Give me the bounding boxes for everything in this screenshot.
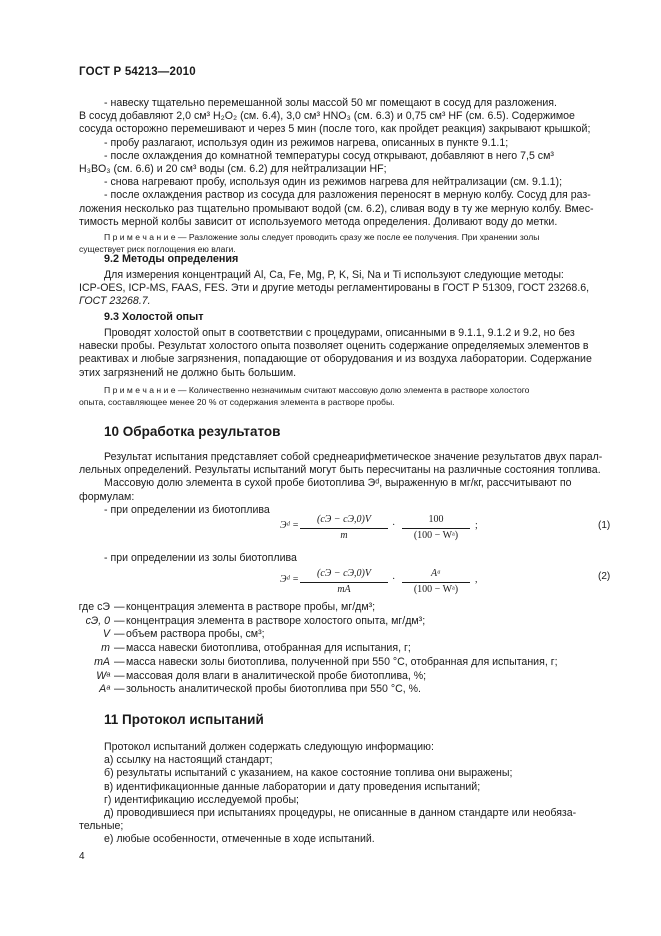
note-2 [79,384,615,408]
text-line: Протокол испытаний должен содержать следующую информацию: [104,741,434,753]
fraction-bar [300,582,388,583]
formula-lhs: Эᵈ = [280,520,299,531]
symbol-definitions [52,601,558,697]
section-9-2-title: 9.2 Методы определения [104,253,239,265]
list-item: в) идентификационные данные лаборатории и дату проведения испытаний; [104,780,481,793]
definition-row [52,656,558,670]
definition-row [52,670,558,684]
text-line: этих загрязнений не должно быть большим. [79,366,297,379]
fraction-bar [402,528,470,529]
page-number: 4 [79,851,85,862]
formula-lhs: Эᵈ = [280,574,299,585]
list-item: е) любые особенности, отмеченные в ходе испытаний. [104,833,375,846]
multiply-dot: · [392,574,396,585]
definition-text: массовая доля влаги в аналитической пробе биотоплива, %; [126,669,427,682]
section-9-3-body [79,327,615,380]
text-line: лельных определений. Результаты испытаний могут быть пересчитаны на различные состояния топлива. [79,464,601,477]
dash: — [114,614,125,627]
definition-symbol: Wᵃ [96,669,110,682]
formula-numerator: (cЭ − cЭ,0)V [317,568,371,579]
definition-text: объем раствора пробы, см³; [126,628,265,641]
formula-numerator: Aᵃ [430,568,442,579]
list-item: д) проводившиеся при испытаниях процедуры, не описанные в данном стандарте или необяза- [104,807,577,820]
formula-denominator: (100 − Wᵃ) [413,584,459,595]
section-9-3-title: 9.3 Холостой опыт [104,311,204,323]
note-1 [79,231,615,255]
list-item: а) ссылку на настоящий стандарт; [104,754,273,767]
definition-row [52,642,558,656]
definition-symbol: где cЭ [78,601,110,613]
list-item-continuation: тельные; [79,820,124,833]
note-line: существует риск поглощения ею влаги. [79,244,236,254]
fraction-bar [300,528,388,529]
text-line: ГОСТ 23268.7. [79,295,151,308]
text-line: Результат испытания представляет собой среднеарифметическое значение результатов двух парал- [104,451,603,463]
multiply-dot: · [392,520,396,531]
text-line: - при определении из золы биотоплива [104,552,297,564]
text-line: Для измерения концентраций Al, Ca, Fe, Mg, P, K, Si, Na и Ti используют следующие методы: [104,269,564,281]
list-item: г) идентификацию исследуемой пробы; [104,793,299,806]
dash: — [114,601,125,613]
definition-row [52,615,558,629]
section-11-title: 11 Протокол испытаний [104,712,264,727]
text-line: реактивах и любые загрязнения, попадающие от оборудования и из воздуха лаборатории. Содержание [79,353,592,366]
definition-symbol: mA [94,655,110,668]
text-line: - пробу разлагают, используя один из режимов нагрева, описанных в пункте 9.1.1; [104,136,509,149]
semicolon: ; [475,520,478,531]
section-10-body [79,451,615,517]
text-line: - после охлаждения до комнатной температуры сосуд открывают, добавляют в него 7,5 см³ [104,149,554,162]
section-11-body [79,741,615,847]
document-header: ГОСТ Р 54213—2010 [79,66,196,78]
formula-numerator: (cЭ − cЭ,0)V [317,514,371,525]
definition-symbol: Aᵃ [99,683,110,696]
list-item: б) результаты испытаний с указанием, на какое состояние топлива они выражены; [104,767,513,780]
text-line: ложения несколько раз тщательно промывают водой (см. 6.2), сливая воду в ту же мерную колбу. Вмес- [79,202,594,215]
definition-symbol: m [101,642,110,655]
definition-row [52,601,558,615]
text-line: тимость мерной колбы зависит от используемого метода определения. Доливают воду до метки. [79,215,558,228]
section-10-body-2 [79,552,615,565]
section-10-title: 10 Обработка результатов [104,424,281,439]
formula-numerator: 100 [428,514,444,525]
formula-denominator: mA [337,584,351,595]
section-9-2-body [79,269,615,309]
definition-text: концентрация элемента в растворе пробы, мг/дм³; [126,601,376,613]
text-line: В сосуд добавляют 2,0 см³ H₂O₂ (см. 6.4), 3,0 см³ HNO₃ (см. 6.3) и 0,75 см³ HF (см. 6.5). Содержимое [79,110,575,123]
formula-number: (2) [598,571,611,582]
formula-denominator: m [340,530,348,541]
fraction-bar [402,582,470,583]
procedure-steps [79,97,615,229]
text-line: - после охлаждения раствор из сосуда для разложения переносят в мерную колбу. Сосуд для раз- [104,189,591,202]
note-line: П р и м е ч а н и е — Разложение золы следует проводить сразу же после ее получения. При хранении золы [104,232,540,242]
note-line: опыта, составляющее менее 20 % от содержания элемента в растворе пробы. [79,397,395,407]
dash: — [114,642,125,655]
text-line: H₃BO₃ (см. 6.6) и 20 см³ воды (см. 6.2) для нейтрализации HF; [79,163,387,176]
text-line: - при определении из биотоплива [104,503,270,516]
note-line: П р и м е ч а н и е — Количественно незначимым считают массовую долю элемента в растворе холостого [104,385,530,395]
definition-text: масса навески золы биотоплива, полученной при 550 °С, отобранная для испытания, г; [126,655,558,668]
text-line: ICP-OES, ICP-MS, FAAS, FES. Эти и другие методы регламентированы в ГОСТ Р 51309, ГОСТ 23268.6, [79,282,590,295]
text-line: - снова нагревают пробу, используя один из режимов нагрева для нейтрализации (см. 9.1.1); [104,176,563,189]
dash: — [114,669,125,682]
text-line: Проводят холостой опыт в соответствии с процедурами, описанными в 9.1.1, 9.1.2 и 9.2, но без [104,327,575,339]
dash: — [114,655,125,668]
definition-symbol: cЭ, 0 [85,614,110,627]
definition-row [52,628,558,642]
dash: — [114,683,125,696]
text-line: сосуда осторожно перемешивают и через 5 мин (после того, как пройдет реакция) закрывают крышкой; [79,123,591,136]
definition-symbol: V [102,628,110,641]
formula-number: (1) [598,520,611,531]
text-line: навески пробы. Результат холостого опыта позволяет оценить содержание определяемых элементов в [79,340,589,353]
text-line: формулам: [79,490,135,503]
definition-row [52,683,558,697]
text-line: - навеску тщательно перемешанной золы массой 50 мг помещают в сосуд для разложения. [104,97,557,109]
formula-denominator: (100 − Wᵃ) [413,530,459,541]
dash: — [114,628,125,641]
text-line: Массовую долю элемента в сухой пробе биотоплива Эᵈ, выраженную в мг/кг, рассчитывают по [104,477,572,490]
definition-text: концентрация элемента в растворе холостого опыта, мг/дм³; [126,614,426,627]
definition-text: масса навески биотоплива, отобранная для испытания, г; [126,642,411,655]
comma: , [475,574,478,585]
definition-text: зольность аналитической пробы биотоплива при 550 °С, %. [126,683,422,696]
